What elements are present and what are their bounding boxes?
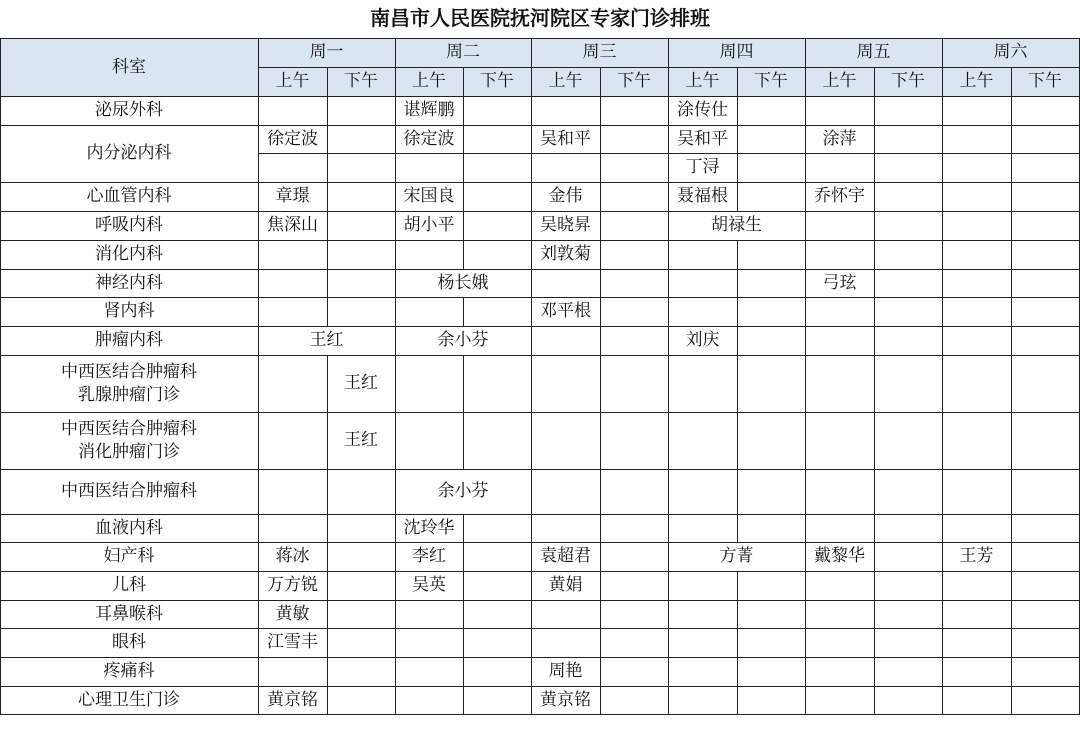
doctor-cell: 章璟 — [275, 186, 310, 206]
day-header: 周一 — [309, 42, 344, 62]
doctor-cell: 丁浔 — [685, 157, 720, 177]
doctor-cell: 王红 — [344, 430, 378, 450]
doctor-cell: 宋国良 — [403, 186, 455, 206]
dept-name: 儿科 — [112, 575, 146, 595]
doctor-cell: 黄京铭 — [267, 689, 318, 710]
dept-name: 耳鼻喉科 — [95, 603, 163, 624]
doctor-cell: 徐定波 — [403, 128, 455, 149]
doctor-cell: 刘庆 — [685, 330, 720, 350]
dept-name: 肿瘤内科 — [95, 330, 163, 350]
pm-header: 下午 — [891, 71, 925, 91]
page-title: 南昌市人民医院抚河院区专家门诊排班 — [370, 6, 710, 30]
dept-name: 血液内科 — [95, 517, 163, 538]
doctor-cell: 方菁 — [719, 546, 754, 566]
day-header: 周六 — [993, 42, 1028, 62]
day-header: 周三 — [582, 42, 617, 62]
dept-name: 心血管内科 — [86, 186, 172, 206]
doctor-cell: 王红 — [309, 330, 344, 350]
doctor-cell: 万方锐 — [267, 575, 318, 595]
am-header: 上午 — [548, 71, 583, 91]
am-header: 上午 — [412, 71, 446, 91]
doctor-cell: 胡小平 — [403, 215, 455, 235]
doctor-cell: 戴黎华 — [814, 546, 865, 566]
doctor-cell: 周艳 — [548, 661, 583, 681]
dept-name: 泌尿外科 — [95, 100, 163, 120]
doctor-cell: 蒋冰 — [275, 546, 310, 566]
day-header: 周四 — [719, 42, 754, 62]
dept-name: 呼吸内科 — [95, 215, 163, 235]
dept-name: 疼痛科 — [103, 661, 155, 681]
dept-name: 肾内科 — [103, 301, 155, 321]
am-header: 上午 — [685, 71, 720, 91]
dept-column-header: 科室 — [112, 56, 146, 77]
doctor-cell: 乔怀宇 — [814, 186, 865, 206]
day-header: 周二 — [446, 42, 480, 62]
doctor-cell: 李红 — [412, 546, 446, 566]
doctor-cell: 江雪丰 — [267, 632, 318, 652]
dept-name: 眼科 — [112, 632, 146, 652]
dept-name: 妇产科 — [103, 546, 155, 566]
am-header: 上午 — [275, 71, 310, 91]
doctor-cell: 吴英 — [412, 575, 446, 595]
pm-header: 下午 — [754, 71, 788, 91]
doctor-cell: 金伟 — [548, 186, 583, 206]
doctor-cell: 余小芬 — [437, 481, 489, 501]
doctor-cell: 黄敏 — [275, 603, 310, 624]
doctor-cell: 徐定波 — [267, 128, 318, 149]
doctor-cell: 聂福根 — [677, 186, 728, 206]
doctor-cell: 王红 — [344, 373, 378, 393]
pm-header: 下午 — [344, 71, 378, 91]
doctor-cell: 涂萍 — [822, 128, 857, 149]
doctor-cell: 弓玹 — [822, 272, 857, 293]
doctor-cell: 邓平根 — [540, 301, 591, 321]
doctor-cell: 袁超君 — [540, 546, 591, 566]
doctor-cell: 余小芬 — [437, 330, 489, 350]
am-header: 上午 — [822, 71, 857, 91]
dept-name: 内分泌内科 — [86, 143, 172, 163]
dept-name: 中西医结合肿瘤科 — [61, 481, 197, 501]
doctor-cell: 涂传仕 — [677, 100, 728, 120]
dept-name: 中西医结合肿瘤科 乳腺肿瘤门诊 — [61, 361, 197, 405]
doctor-cell: 谌辉鹏 — [403, 100, 455, 120]
pm-header: 下午 — [617, 71, 651, 91]
doctor-cell: 胡禄生 — [711, 215, 762, 235]
dept-name: 消化内科 — [95, 244, 163, 264]
doctor-cell: 杨长娥 — [437, 272, 489, 293]
doctor-cell: 黄娟 — [548, 575, 583, 595]
pm-header: 下午 — [480, 71, 514, 91]
day-header: 周五 — [856, 42, 891, 62]
doctor-cell: 焦深山 — [267, 215, 318, 235]
doctor-cell: 刘敦菊 — [540, 244, 591, 264]
doctor-cell: 吴和平 — [677, 128, 728, 149]
doctor-cell: 吴晓昇 — [540, 215, 591, 235]
doctor-cell: 黄京铭 — [540, 689, 591, 710]
doctor-cell: 王芳 — [959, 546, 994, 566]
am-header: 上午 — [959, 71, 994, 91]
pm-header: 下午 — [1028, 71, 1062, 91]
doctor-cell: 吴和平 — [540, 128, 591, 149]
doctor-cell: 沈玲华 — [403, 517, 455, 538]
dept-name: 神经内科 — [95, 272, 163, 293]
dept-name: 中西医结合肿瘤科 消化肿瘤门诊 — [61, 418, 197, 462]
dept-name: 心理卫生门诊 — [78, 689, 180, 710]
